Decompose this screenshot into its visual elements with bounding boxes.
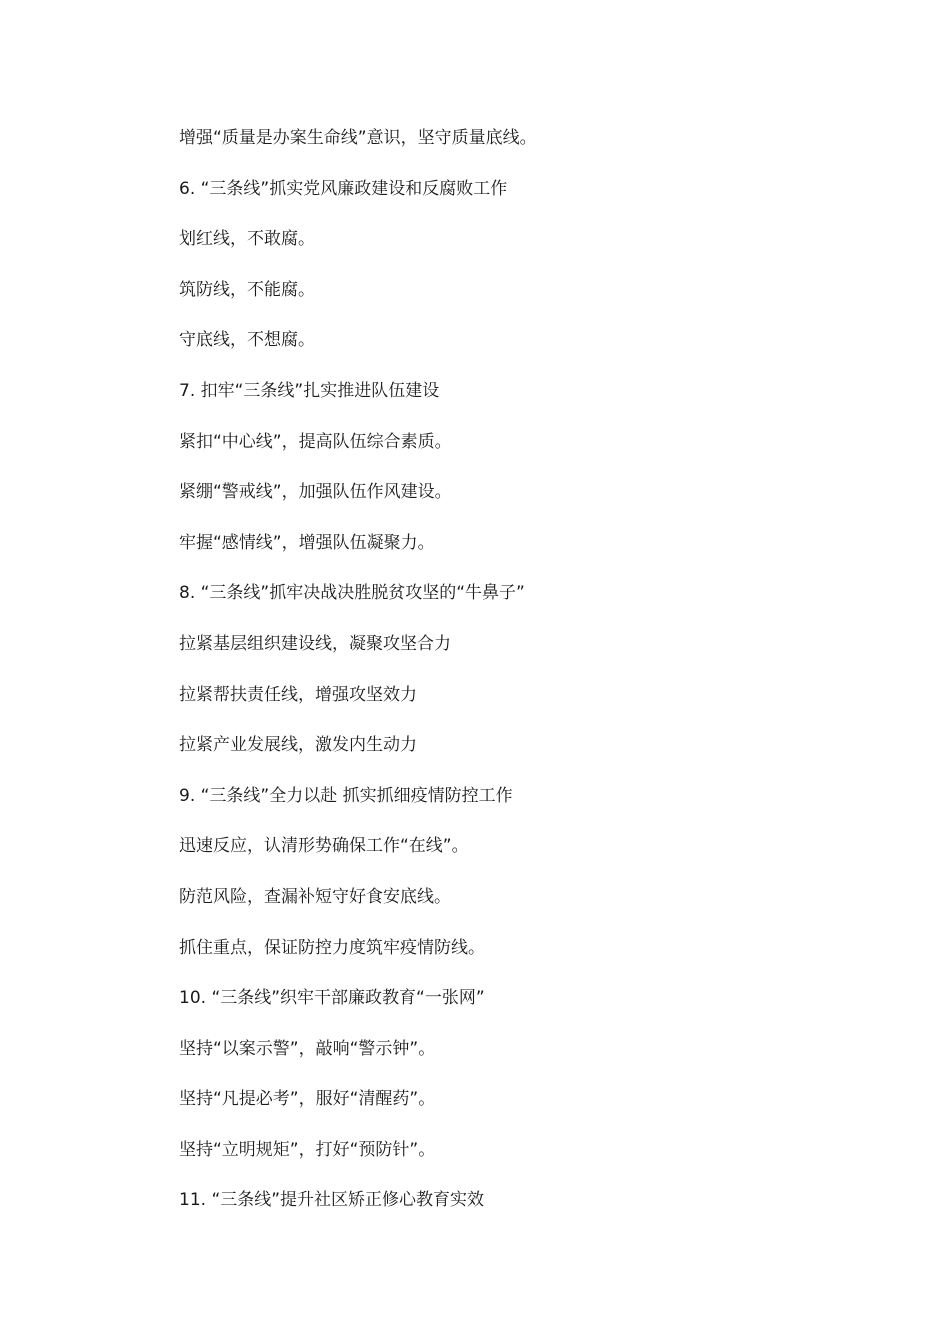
body-paragraph: 牢握“感情线”，增强队伍凝聚力。 bbox=[179, 532, 435, 553]
body-paragraph: 抓住重点，保证防控力度筑牢疫情防线。 bbox=[179, 937, 485, 958]
body-paragraph: 划红线，不敢腐。 bbox=[179, 229, 315, 250]
section-heading: 10. “三条线”织牢干部廉政教育“一张网” bbox=[179, 988, 485, 1009]
body-paragraph: 防范风险，查漏补短守好食安底线。 bbox=[179, 886, 451, 907]
body-paragraph: 紧绷“警戒线”，加强队伍作风建设。 bbox=[179, 482, 452, 503]
section-heading: 7. 扣牢“三条线”扎实推进队伍建设 bbox=[179, 380, 440, 401]
body-paragraph: 坚持“凡提必考”，服好“清醒药”。 bbox=[179, 1089, 436, 1110]
body-paragraph: 守底线，不想腐。 bbox=[179, 330, 315, 351]
section-heading: 9. “三条线”全力以赴 抓实抓细疫情防控工作 bbox=[179, 785, 513, 806]
document-body bbox=[179, 126, 879, 1239]
body-paragraph: 筑防线，不能腐。 bbox=[179, 279, 315, 300]
body-paragraph: 迅速反应，认清形势确保工作“在线”。 bbox=[179, 836, 469, 857]
body-paragraph: 增强“质量是办案生命线”意识，坚守质量底线。 bbox=[179, 128, 537, 148]
body-paragraph: 紧扣“中心线”，提高队伍综合素质。 bbox=[179, 431, 452, 452]
body-paragraph: 坚持“立明规矩”，打好“预防针”。 bbox=[179, 1139, 436, 1160]
section-heading: 6. “三条线”抓实党风廉政建设和反腐败工作 bbox=[179, 178, 508, 199]
section-heading: 11. “三条线”提升社区矫正修心教育实效 bbox=[179, 1190, 485, 1211]
body-paragraph: 拉紧产业发展线，激发内生动力 bbox=[179, 735, 417, 756]
body-paragraph: 拉紧帮扶责任线，增强攻坚效力 bbox=[179, 684, 417, 705]
section-heading: 8. “三条线”抓牢决战决胜脱贫攻坚的“牛鼻子” bbox=[179, 583, 525, 604]
body-paragraph: 拉紧基层组织建设线，凝聚攻坚合力 bbox=[179, 633, 451, 654]
body-paragraph: 坚持“以案示警”，敲响“警示钟”。 bbox=[179, 1038, 436, 1059]
